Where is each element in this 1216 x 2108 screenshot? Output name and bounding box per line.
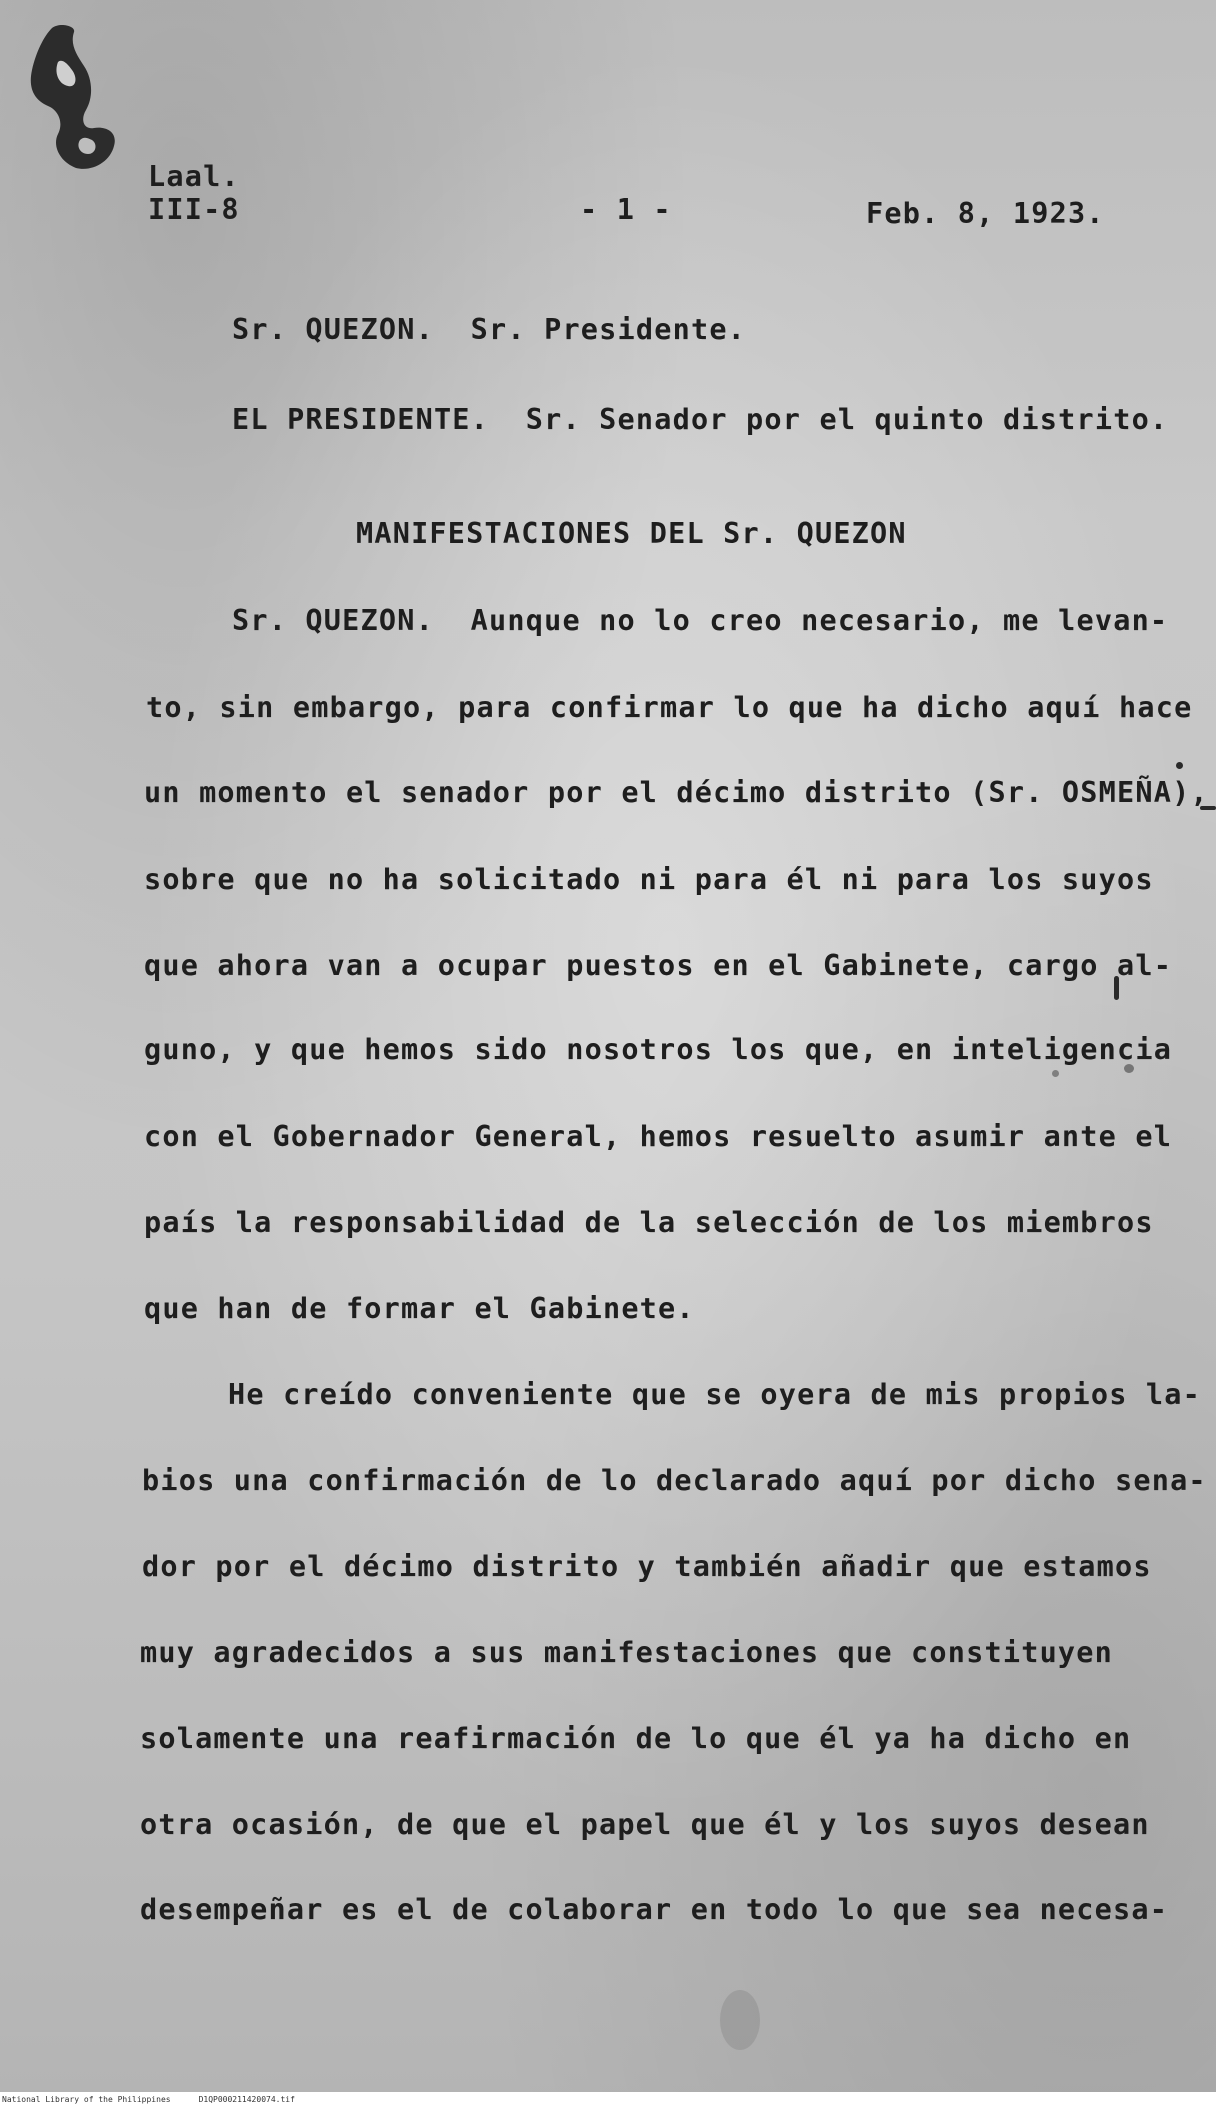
scan-footer [0, 2092, 1216, 2108]
paragraph-line: He creído conveniente que se oyera de mis propios la- [228, 1378, 1201, 1411]
page-number: - 1 - [580, 193, 672, 226]
reference-code-line-1: Laal. [148, 160, 240, 193]
paragraph-line: un momento el senador por el décimo distrito (Sr. OSMEÑA), [144, 776, 1209, 809]
paragraph-line: bios una confirmación de lo declarado aquí por dicho sena- [142, 1464, 1207, 1497]
paragraph-line: otra ocasión, de que el papel que él y los suyos desean [140, 1808, 1150, 1841]
speaker-line: Sr. QUEZON. Sr. Presidente. [232, 313, 747, 346]
paragraph-line: que han de formar el Gabinete. [144, 1292, 695, 1325]
footer-file-id: D1QP000211420074.tif [198, 2095, 295, 2104]
paragraph-line: sobre que no ha solicitado ni para él ni para los suyos [144, 863, 1154, 896]
paragraph-line: dor por el décimo distrito y también añadir que estamos [142, 1550, 1152, 1583]
paragraph-line: guno, y que hemos sido nosotros los que, en inteligencia [144, 1033, 1173, 1066]
footer-library-name: National Library of the Philippines [2, 2095, 171, 2104]
paragraph-line: solamente una reafirmación de lo que él ya ha dicho en [140, 1722, 1132, 1755]
paragraph-line: muy agradecidos a sus manifestaciones que constituyen [140, 1636, 1113, 1669]
section-heading: MANIFESTACIONES DEL Sr. QUEZON [356, 517, 907, 550]
document-date: Feb. 8, 1923. [866, 197, 1105, 230]
paragraph-line: desempeñar es el de colaborar en todo lo que sea necesa- [140, 1893, 1169, 1926]
paragraph-line: que ahora van a ocupar puestos en el Gabinete, cargo al- [144, 949, 1173, 982]
paragraph-line: país la responsabilidad de la selección de los miembros [144, 1206, 1154, 1239]
reference-code-line-2: III-8 [148, 193, 240, 226]
paragraph-line: Sr. QUEZON. Aunque no lo creo necesario, me levan- [232, 604, 1169, 637]
paragraph-line: to, sin embargo, para confirmar lo que ha dicho aquí hace [146, 691, 1193, 724]
speaker-line: EL PRESIDENTE. Sr. Senador por el quinto distrito. [232, 403, 1169, 436]
paragraph-line: con el Gobernador General, hemos resuelto asumir ante el [144, 1120, 1173, 1153]
